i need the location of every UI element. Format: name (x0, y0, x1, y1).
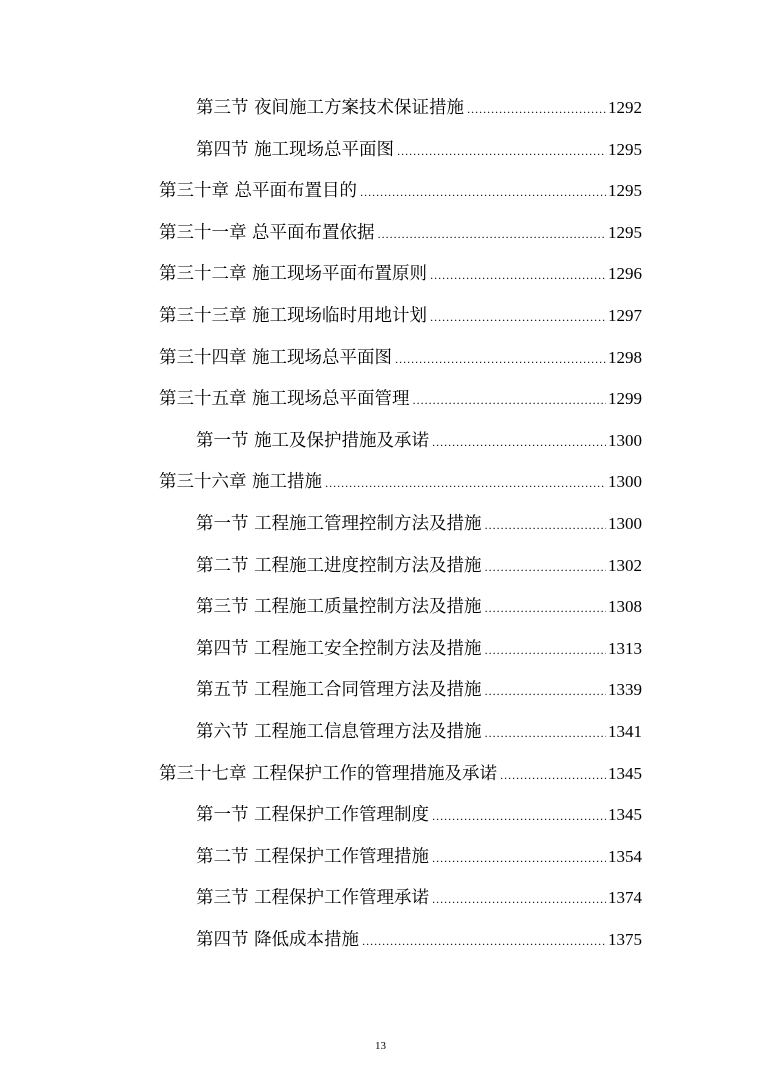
toc-entry-page: 1308 (608, 597, 642, 617)
toc-entry[interactable] (159, 172, 642, 214)
toc-entry-title: 第三十四章 施工现场总平面图 (159, 347, 393, 368)
toc-entry-title: 第三十六章 施工措施 (159, 472, 323, 493)
toc-entry[interactable] (159, 380, 642, 422)
toc-entry[interactable] (196, 630, 642, 672)
toc-entry-page: 1374 (608, 888, 642, 908)
toc-dot-leader (485, 639, 606, 661)
toc-dot-leader (467, 98, 606, 120)
toc-dot-leader (395, 348, 606, 370)
toc-dot-leader (485, 514, 606, 536)
toc-entry[interactable] (196, 713, 642, 755)
toc-entry-page: 1297 (608, 305, 642, 325)
toc-entry[interactable] (196, 505, 642, 547)
toc-entry[interactable] (196, 89, 642, 131)
toc-entry-page: 1341 (608, 721, 642, 741)
toc-entry-page: 1295 (608, 139, 642, 159)
toc-dot-leader (378, 223, 606, 245)
toc-entry[interactable] (196, 422, 642, 464)
toc-entry-page: 1302 (608, 555, 642, 575)
toc-dot-leader (362, 930, 606, 952)
toc-entry[interactable] (159, 214, 642, 256)
toc-entry-page: 1296 (608, 264, 642, 284)
toc-entry[interactable] (196, 131, 642, 173)
toc-entry[interactable] (196, 588, 642, 630)
toc-dot-leader (397, 140, 606, 162)
toc-entry-title: 第四节 施工现场总平面图 (196, 139, 395, 160)
toc-entry-page: 1295 (608, 222, 642, 242)
toc-entry[interactable] (196, 796, 642, 838)
toc-entry-page: 1298 (608, 347, 642, 367)
toc-entry-title: 第四节 降低成本措施 (196, 929, 360, 950)
toc-entry-title: 第三节 工程施工质量控制方法及措施 (196, 597, 482, 618)
toc-entry[interactable] (159, 463, 642, 505)
toc-entry[interactable] (159, 297, 642, 339)
toc-entry[interactable] (159, 339, 642, 381)
toc-entry-page: 1295 (608, 181, 642, 201)
toc-dot-leader (485, 556, 606, 578)
toc-entry-page: 1313 (608, 638, 642, 658)
toc-entry-title: 第五节 工程施工合同管理方法及措施 (196, 680, 482, 701)
toc-dot-leader (430, 264, 606, 286)
toc-entry-page: 1345 (608, 805, 642, 825)
toc-entry-page: 1300 (608, 513, 642, 533)
toc-entry-title: 第二节 工程施工进度控制方法及措施 (196, 555, 482, 576)
toc-entry-page: 1300 (608, 430, 642, 450)
toc-entry-page: 1345 (608, 763, 642, 783)
toc-entry-page: 1375 (608, 929, 642, 949)
toc-dot-leader (485, 597, 606, 619)
toc-entry-page: 1300 (608, 472, 642, 492)
toc-entry-title: 第三十三章 施工现场临时用地计划 (159, 305, 428, 326)
toc-dot-leader (432, 847, 606, 869)
toc-dot-leader (413, 389, 606, 411)
toc-entry-title: 第六节 工程施工信息管理方法及措施 (196, 721, 482, 742)
toc-entry-title: 第四节 工程施工安全控制方法及措施 (196, 638, 482, 659)
toc-entry-title: 第三十二章 施工现场平面布置原则 (159, 264, 428, 285)
toc-entry-title: 第三十章 总平面布置目的 (159, 181, 358, 202)
toc-entry-page: 1292 (608, 98, 642, 117)
toc-entry-title: 第三节 工程保护工作管理承诺 (196, 888, 430, 909)
toc-entry-title: 第三节 夜间施工方案技术保证措施 (196, 98, 465, 118)
toc-dot-leader (432, 805, 606, 827)
toc-dot-leader (500, 764, 606, 786)
toc-dot-leader (325, 472, 606, 494)
toc-entry[interactable] (196, 879, 642, 921)
toc-entry[interactable] (196, 838, 642, 880)
toc-entry[interactable] (196, 671, 642, 713)
toc-entry[interactable] (159, 755, 642, 797)
toc-entry-title: 第一节 工程保护工作管理制度 (196, 805, 430, 826)
toc-entry-title: 第二节 工程保护工作管理措施 (196, 846, 430, 867)
toc-dot-leader (360, 181, 606, 203)
page-number: 13 (375, 1040, 386, 1052)
toc-entry[interactable] (196, 921, 642, 963)
toc-entry-page: 1339 (608, 680, 642, 700)
toc-entry-title: 第一节 工程施工管理控制方法及措施 (196, 513, 482, 534)
toc-entry-page: 1354 (608, 846, 642, 866)
toc-entry[interactable] (196, 547, 642, 589)
toc-entry-title: 第三十七章 工程保护工作的管理措施及承诺 (159, 763, 498, 784)
toc-dot-leader (432, 888, 606, 910)
toc-entry-title: 第一节 施工及保护措施及承诺 (196, 430, 430, 451)
toc-entry-title: 第三十五章 施工现场总平面管理 (159, 389, 410, 410)
toc-entry-page: 1299 (608, 389, 642, 409)
toc-entry[interactable] (159, 255, 642, 297)
table-of-contents (0, 89, 761, 962)
toc-dot-leader (485, 722, 606, 744)
toc-dot-leader (485, 680, 606, 702)
toc-dot-leader (432, 431, 606, 453)
toc-entry-title: 第三十一章 总平面布置依据 (159, 222, 375, 243)
toc-dot-leader (430, 306, 606, 328)
